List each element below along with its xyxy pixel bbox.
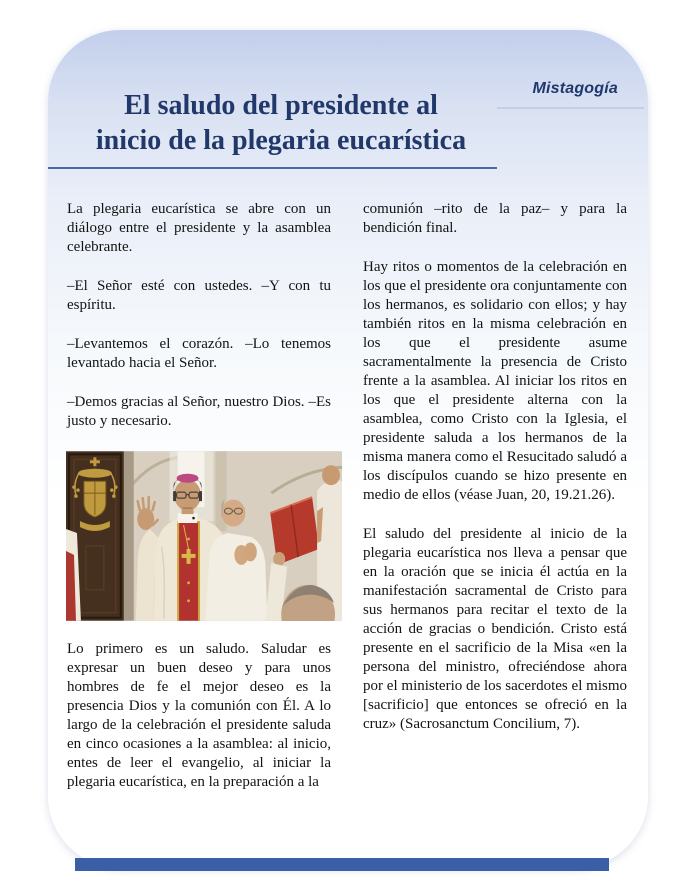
microphone-dot	[192, 517, 195, 520]
left-column	[67, 200, 331, 812]
page-title	[50, 88, 512, 158]
pillar	[124, 451, 134, 620]
paragraph: Lo primero es un saludo. Saludar es expresar un buen deseo y para unos hombres de fe el mejor deseo es la presencia Dios y la comunión con Él. A lo largo de la celebración el presidente saluda en cinco ocasiones a la asamblea: al inicio, entes de leer el evangelio, al iniciar la plegaria eucarística, en la preparación a la	[67, 641, 331, 790]
page-title-line1: El saludo del presidente al	[124, 90, 438, 121]
zucchetto	[177, 474, 199, 483]
section-tag: Mistagogía	[532, 80, 618, 97]
paragraph: –Levantemos el corazón. –Lo tenemos levantado hacia el Señor.	[67, 336, 331, 371]
paragraph: –El Señor esté con ustedes. –Y con tu espíritu.	[67, 278, 331, 313]
paragraph: La plegaria eucarística se abre con un diálogo entre el presidente y la asamblea celebrante.	[67, 201, 331, 255]
page-title-line2: inicio de la plegaria eucarística	[95, 125, 467, 156]
right-column	[363, 200, 627, 812]
celebration-photo	[66, 451, 342, 621]
paragraph: –Demos gracias al Señor, nuestro Dios. –Es justo y necesario.	[67, 394, 331, 429]
footer-rule	[75, 858, 609, 871]
paragraph: comunión –rito de la paz– y para la bendición final.	[363, 201, 627, 236]
article-body	[67, 200, 627, 812]
section-tag-rule	[497, 107, 644, 109]
paragraph: Hay ritos o momentos de la celebración en los que el presidente ora conjuntamente con los hermanos, es solidario con ellos; y hay también ritos en la misma celebración en los que el presidente asume sacramentalmente la presencia de Cristo frente a la asamblea. Al iniciar los ritos en los que el presidente alterna con la asamblea, como Cristo con la Iglesia, el presidente saluda a los hermanos de la misma manera como el Resucitado saludó a los discípulos cuando se hizo presente en medio de ellos (véase Juan, 20, 19.21.26).	[363, 259, 627, 503]
title-rule	[48, 167, 497, 169]
paragraph: El saludo del presidente al inicio de la plegaria eucarística nos lleva a pensar que en la oración que se inicia él actúa en la manifestación sacramental de Cristo para sus hermanos para recitar el texto de la acción de gracias o bendición. Cristo está presente en el sacrificio de la Misa «en la persona del ministro, ofreciéndose ahora por el ministerio de los sacerdotes el mismo [sacrificio] que entonces se ofreció en la cruz» (Sacrosanctum Concilium, 7).	[363, 526, 627, 732]
article-card	[48, 30, 648, 868]
